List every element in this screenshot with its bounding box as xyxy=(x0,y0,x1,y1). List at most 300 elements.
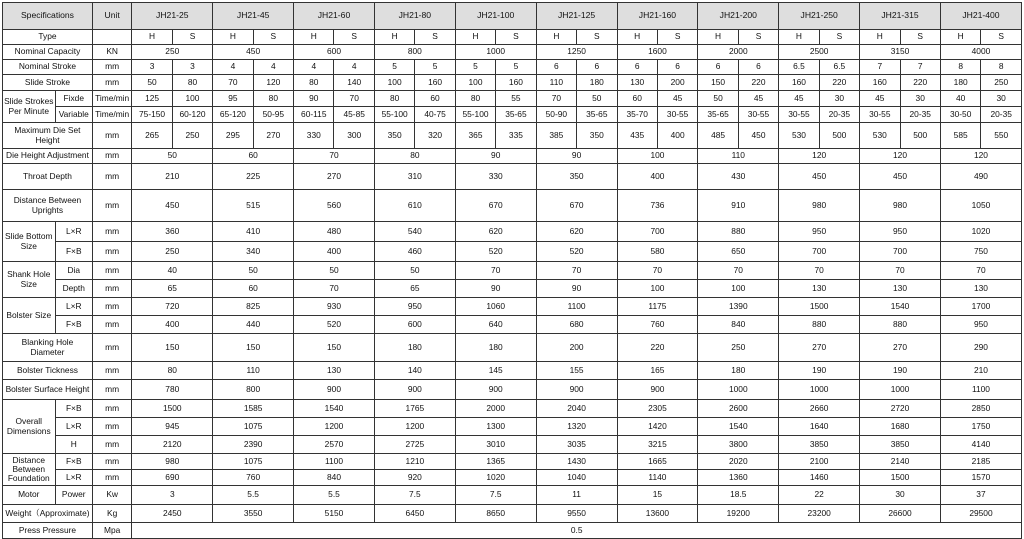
cell-value: 4 xyxy=(213,60,253,75)
cell-value: 450 xyxy=(779,164,860,190)
table-row xyxy=(3,107,1022,123)
cell-value: 736 xyxy=(617,190,698,222)
cell-value: S xyxy=(334,30,374,45)
cell-value: 7 xyxy=(900,60,940,75)
cell-value: 180 xyxy=(455,334,536,362)
cell-value: H xyxy=(617,30,657,45)
cell-value: 50 xyxy=(213,262,294,280)
row-label: Nominal Capacity xyxy=(3,45,93,60)
cell-value: 4 xyxy=(294,60,334,75)
cell-value: 1200 xyxy=(374,418,455,436)
cell-value: 840 xyxy=(294,470,375,486)
row-unit: mm xyxy=(92,334,131,362)
cell-value: 130 xyxy=(617,75,657,91)
row-sub-label: H xyxy=(55,436,92,454)
model-header: JH21-200 xyxy=(698,3,779,30)
cell-value: 340 xyxy=(213,242,294,262)
cell-value: 80 xyxy=(253,91,293,107)
cell-value: 65 xyxy=(132,280,213,298)
cell-value: 15 xyxy=(617,486,698,505)
cell-value: 60-120 xyxy=(172,107,212,123)
cell-value: 2000 xyxy=(455,400,536,418)
cell-value: 145 xyxy=(455,362,536,380)
row-group-label: Shank Hole Size xyxy=(3,262,56,298)
cell-value: 55 xyxy=(496,91,536,107)
cell-value: 3 xyxy=(172,60,212,75)
cell-value: 450 xyxy=(860,164,941,190)
cell-value: 750 xyxy=(940,242,1021,262)
cell-value: 3150 xyxy=(860,45,941,60)
cell-value: 190 xyxy=(779,362,860,380)
cell-value: 140 xyxy=(374,362,455,380)
model-header: JH21-60 xyxy=(294,3,375,30)
cell-value: 400 xyxy=(617,164,698,190)
cell-value: 5150 xyxy=(294,505,375,523)
row-group-label: Distance Between Foundation xyxy=(3,454,56,486)
cell-value: 5 xyxy=(455,60,495,75)
cell-value: 35-65 xyxy=(698,107,738,123)
cell-value: 95 xyxy=(213,91,253,107)
row-sub-label: F×B xyxy=(55,316,92,334)
cell-value: 60 xyxy=(213,280,294,298)
cell-value: H xyxy=(374,30,414,45)
row-sub-label: L×R xyxy=(55,298,92,316)
cell-value: 880 xyxy=(698,222,779,242)
cell-value: H xyxy=(860,30,900,45)
cell-value: 950 xyxy=(860,222,941,242)
cell-value: 900 xyxy=(455,380,536,400)
row-unit: mm xyxy=(92,222,131,242)
cell-value: 335 xyxy=(496,123,536,149)
cell-value: 250 xyxy=(981,75,1022,91)
cell-value: 30 xyxy=(860,486,941,505)
cell-value: 70 xyxy=(334,91,374,107)
cell-value: 80 xyxy=(374,91,414,107)
cell-value: 400 xyxy=(657,123,697,149)
cell-value: 1300 xyxy=(455,418,536,436)
cell-value: 1500 xyxy=(132,400,213,418)
cell-value: 6 xyxy=(577,60,617,75)
row-label: Maximum Die Set Height xyxy=(3,123,93,149)
table-row xyxy=(3,45,1022,60)
model-header: JH21-25 xyxy=(132,3,213,30)
cell-value: 120 xyxy=(253,75,293,91)
table-row xyxy=(3,91,1022,107)
row-unit: mm xyxy=(92,280,131,298)
cell-value: 8 xyxy=(940,60,980,75)
cell-value: 330 xyxy=(294,123,334,149)
cell-value: 220 xyxy=(900,75,940,91)
table-row xyxy=(3,380,1022,400)
cell-value: 180 xyxy=(698,362,779,380)
cell-value: S xyxy=(657,30,697,45)
cell-value: 155 xyxy=(536,362,617,380)
cell-value: 320 xyxy=(415,123,455,149)
row-unit: mm xyxy=(92,262,131,280)
cell-value: S xyxy=(415,30,455,45)
cell-value: 2600 xyxy=(698,400,779,418)
cell-value: 2720 xyxy=(860,400,941,418)
cell-value: 3035 xyxy=(536,436,617,454)
cell-value: 160 xyxy=(415,75,455,91)
cell-value: 310 xyxy=(374,164,455,190)
row-unit: mm xyxy=(92,316,131,334)
cell-value: 880 xyxy=(860,316,941,334)
cell-value: 7.5 xyxy=(455,486,536,505)
cell-value: 110 xyxy=(698,149,779,164)
specifications-header: Specifications xyxy=(3,3,93,30)
cell-value: 1390 xyxy=(698,298,779,316)
table-row xyxy=(3,123,1022,149)
cell-value: 75-150 xyxy=(132,107,172,123)
cell-value: 6 xyxy=(617,60,657,75)
cell-value: 5 xyxy=(415,60,455,75)
table-row xyxy=(3,280,1022,298)
row-unit: mm xyxy=(92,242,131,262)
row-unit: mm xyxy=(92,400,131,418)
cell-value: 3215 xyxy=(617,436,698,454)
cell-value: 550 xyxy=(981,123,1022,149)
cell-value: 1420 xyxy=(617,418,698,436)
cell-value: 1100 xyxy=(294,454,375,470)
row-unit: Mpa xyxy=(92,523,131,539)
table-row xyxy=(3,523,1022,539)
row-unit: mm xyxy=(92,123,131,149)
cell-value: 5.5 xyxy=(213,486,294,505)
row-unit: mm xyxy=(92,470,131,486)
cell-value: 2390 xyxy=(213,436,294,454)
cell-value: 180 xyxy=(577,75,617,91)
cell-value: 40 xyxy=(132,262,213,280)
row-unit: mm xyxy=(92,418,131,436)
cell-value: 70 xyxy=(536,91,576,107)
cell-value: 11 xyxy=(536,486,617,505)
cell-value: 1460 xyxy=(779,470,860,486)
row-unit: mm xyxy=(92,60,131,75)
cell-value: 490 xyxy=(940,164,1021,190)
cell-value: 100 xyxy=(617,149,698,164)
row-group-label: Bolster Size xyxy=(3,298,56,334)
cell-value: 110 xyxy=(536,75,576,91)
cell-value: 780 xyxy=(132,380,213,400)
cell-value: 80 xyxy=(172,75,212,91)
cell-value: 980 xyxy=(132,454,213,470)
cell-value: 1175 xyxy=(617,298,698,316)
cell-value: 900 xyxy=(536,380,617,400)
header-row xyxy=(3,3,1022,30)
cell-value: 160 xyxy=(860,75,900,91)
cell-value: 1140 xyxy=(617,470,698,486)
cell-value: 37 xyxy=(940,486,1021,505)
cell-value: 90 xyxy=(536,280,617,298)
table-row xyxy=(3,222,1022,242)
cell-value: 1500 xyxy=(860,470,941,486)
cell-value: H xyxy=(940,30,980,45)
row-unit: mm xyxy=(92,75,131,91)
cell-value: 530 xyxy=(779,123,819,149)
cell-value: 825 xyxy=(213,298,294,316)
cell-value: 1540 xyxy=(860,298,941,316)
cell-value: 23200 xyxy=(779,505,860,523)
table-row xyxy=(3,164,1022,190)
cell-value: 50-95 xyxy=(253,107,293,123)
cell-value: 220 xyxy=(617,334,698,362)
cell-value: 1000 xyxy=(455,45,536,60)
cell-value: 950 xyxy=(779,222,860,242)
cell-value: 2500 xyxy=(779,45,860,60)
cell-value: 80 xyxy=(455,91,495,107)
cell-value: 35-65 xyxy=(577,107,617,123)
cell-value: 150 xyxy=(213,334,294,362)
cell-value: 125 xyxy=(132,91,172,107)
cell-value: 3800 xyxy=(698,436,779,454)
cell-value: 1540 xyxy=(698,418,779,436)
cell-value: 300 xyxy=(334,123,374,149)
cell-value: 270 xyxy=(253,123,293,149)
cell-value: 610 xyxy=(374,190,455,222)
table-row xyxy=(3,505,1022,523)
row-unit: mm xyxy=(92,190,131,222)
row-unit: mm xyxy=(92,380,131,400)
cell-value: 70 xyxy=(617,262,698,280)
model-header: JH21-45 xyxy=(213,3,294,30)
row-label: Slide Stroke xyxy=(3,75,93,91)
cell-value: 540 xyxy=(374,222,455,242)
cell-value: 1075 xyxy=(213,418,294,436)
cell-value: 7.5 xyxy=(374,486,455,505)
cell-value: 70 xyxy=(536,262,617,280)
cell-value: 1600 xyxy=(617,45,698,60)
cell-value: 90 xyxy=(536,149,617,164)
cell-value: S xyxy=(900,30,940,45)
cell-value: 50 xyxy=(132,75,172,91)
cell-value: 1680 xyxy=(860,418,941,436)
cell-value: 620 xyxy=(455,222,536,242)
cell-value: 250 xyxy=(172,123,212,149)
cell-value: 520 xyxy=(536,242,617,262)
cell-value: 225 xyxy=(213,164,294,190)
cell-value: 120 xyxy=(779,149,860,164)
cell-value: 1210 xyxy=(374,454,455,470)
cell-value: 2305 xyxy=(617,400,698,418)
cell-value: 1020 xyxy=(940,222,1021,242)
cell-value: 7 xyxy=(860,60,900,75)
row-unit: mm xyxy=(92,298,131,316)
cell-value: 6450 xyxy=(374,505,455,523)
cell-value: 100 xyxy=(698,280,779,298)
row-label: Distance Between Uprights xyxy=(3,190,93,222)
cell-value: 900 xyxy=(617,380,698,400)
row-label: Blanking Hole Diameter xyxy=(3,334,93,362)
cell-value: 4 xyxy=(253,60,293,75)
cell-value: 435 xyxy=(617,123,657,149)
cell-value: 1060 xyxy=(455,298,536,316)
table-row xyxy=(3,454,1022,470)
cell-value: 60 xyxy=(415,91,455,107)
cell-value: 460 xyxy=(374,242,455,262)
table-row xyxy=(3,316,1022,334)
cell-value: 700 xyxy=(779,242,860,262)
cell-value: 120 xyxy=(940,149,1021,164)
cell-value: 2570 xyxy=(294,436,375,454)
cell-value: 620 xyxy=(536,222,617,242)
cell-value: 680 xyxy=(536,316,617,334)
cell-value: 160 xyxy=(779,75,819,91)
model-header: JH21-250 xyxy=(779,3,860,30)
cell-value: 900 xyxy=(374,380,455,400)
cell-value: 70 xyxy=(294,149,375,164)
cell-value: 290 xyxy=(940,334,1021,362)
row-group-label: Motor xyxy=(3,486,56,505)
cell-value: 480 xyxy=(294,222,375,242)
table-row xyxy=(3,30,1022,45)
table-header xyxy=(3,3,1022,30)
cell-value: 160 xyxy=(496,75,536,91)
cell-value: 1365 xyxy=(455,454,536,470)
row-unit: Kg xyxy=(92,505,131,523)
cell-value: 70 xyxy=(455,262,536,280)
table-row xyxy=(3,242,1022,262)
table-row xyxy=(3,470,1022,486)
cell-value: 560 xyxy=(294,190,375,222)
cell-value: 20-35 xyxy=(900,107,940,123)
cell-value: 440 xyxy=(213,316,294,334)
table-row xyxy=(3,262,1022,280)
cell-value: 3850 xyxy=(860,436,941,454)
specifications-table xyxy=(2,2,1022,539)
row-label: Type xyxy=(3,30,93,45)
cell-value: 3850 xyxy=(779,436,860,454)
row-sub-label: L×R xyxy=(55,222,92,242)
row-label: Bolster Tickness xyxy=(3,362,93,380)
cell-value: 180 xyxy=(374,334,455,362)
table-body xyxy=(3,30,1022,539)
cell-value: 1100 xyxy=(940,380,1021,400)
row-sub-label: Dia xyxy=(55,262,92,280)
cell-value: 30-55 xyxy=(860,107,900,123)
cell-value: 1765 xyxy=(374,400,455,418)
cell-value: 350 xyxy=(374,123,414,149)
cell-value: 22 xyxy=(779,486,860,505)
cell-value: 580 xyxy=(617,242,698,262)
cell-value: 1200 xyxy=(294,418,375,436)
cell-value: 650 xyxy=(698,242,779,262)
cell-value: 1585 xyxy=(213,400,294,418)
cell-value: 520 xyxy=(455,242,536,262)
cell-value: 30-55 xyxy=(779,107,819,123)
cell-value: 9550 xyxy=(536,505,617,523)
row-sub-label: Fixde xyxy=(55,91,92,107)
table-row xyxy=(3,298,1022,316)
cell-value: 950 xyxy=(374,298,455,316)
cell-value: 670 xyxy=(536,190,617,222)
row-group-label: Overall Dimensions xyxy=(3,400,56,454)
cell-value: 1000 xyxy=(779,380,860,400)
cell-value: 1050 xyxy=(940,190,1021,222)
cell-value: 70 xyxy=(213,75,253,91)
cell-value: 70 xyxy=(940,262,1021,280)
cell-value: 350 xyxy=(577,123,617,149)
model-header: JH21-125 xyxy=(536,3,617,30)
row-group-label: Slide Bottom Size xyxy=(3,222,56,262)
cell-value: 80 xyxy=(294,75,334,91)
row-unit: Time/min xyxy=(92,107,131,123)
cell-value: S xyxy=(253,30,293,45)
cell-value: 100 xyxy=(172,91,212,107)
cell-value: 6.5 xyxy=(779,60,819,75)
cell-value: 1700 xyxy=(940,298,1021,316)
row-sub-label: F×B xyxy=(55,400,92,418)
cell-value: 200 xyxy=(536,334,617,362)
cell-value: 530 xyxy=(860,123,900,149)
cell-value: 13600 xyxy=(617,505,698,523)
cell-value: 980 xyxy=(860,190,941,222)
cell-value: 45 xyxy=(657,91,697,107)
cell-value: H xyxy=(132,30,172,45)
cell-value: 26600 xyxy=(860,505,941,523)
cell-value: 250 xyxy=(698,334,779,362)
cell-value: S xyxy=(738,30,778,45)
cell-value: 250 xyxy=(132,242,213,262)
cell-value: H xyxy=(779,30,819,45)
cell-value: 360 xyxy=(132,222,213,242)
cell-value: 1250 xyxy=(536,45,617,60)
row-sub-label: F×B xyxy=(55,242,92,262)
cell-value: 20-35 xyxy=(981,107,1022,123)
cell-value: 430 xyxy=(698,164,779,190)
row-unit: mm xyxy=(92,362,131,380)
cell-value: 50 xyxy=(698,91,738,107)
row-unit: mm xyxy=(92,164,131,190)
cell-value: 130 xyxy=(860,280,941,298)
cell-value: 1640 xyxy=(779,418,860,436)
cell-value: 760 xyxy=(617,316,698,334)
cell-value: 5.5 xyxy=(294,486,375,505)
cell-value: 1320 xyxy=(536,418,617,436)
cell-value: H xyxy=(536,30,576,45)
cell-value: H xyxy=(213,30,253,45)
cell-value: 50-90 xyxy=(536,107,576,123)
model-header: JH21-315 xyxy=(860,3,941,30)
cell-value: 450 xyxy=(738,123,778,149)
cell-value: 800 xyxy=(213,380,294,400)
cell-value: 5 xyxy=(496,60,536,75)
cell-value: 45 xyxy=(860,91,900,107)
cell-value: 45 xyxy=(779,91,819,107)
row-label: Weight（Approximate) xyxy=(3,505,93,523)
row-sub-label: F×B xyxy=(55,454,92,470)
cell-value: S xyxy=(819,30,859,45)
cell-value: S xyxy=(577,30,617,45)
cell-value: 500 xyxy=(900,123,940,149)
cell-value: 110 xyxy=(213,362,294,380)
table-row xyxy=(3,436,1022,454)
table-row xyxy=(3,334,1022,362)
cell-value: 19200 xyxy=(698,505,779,523)
row-label: Bolster Surface Height xyxy=(3,380,93,400)
cell-value: 30 xyxy=(981,91,1022,107)
cell-value: 365 xyxy=(455,123,495,149)
cell-value: 29500 xyxy=(940,505,1021,523)
cell-value: 1750 xyxy=(940,418,1021,436)
cell-value: 520 xyxy=(294,316,375,334)
cell-value: 210 xyxy=(132,164,213,190)
cell-value: 720 xyxy=(132,298,213,316)
cell-value: 220 xyxy=(738,75,778,91)
cell-value: 840 xyxy=(698,316,779,334)
cell-value: 150 xyxy=(698,75,738,91)
cell-value: 2450 xyxy=(132,505,213,523)
